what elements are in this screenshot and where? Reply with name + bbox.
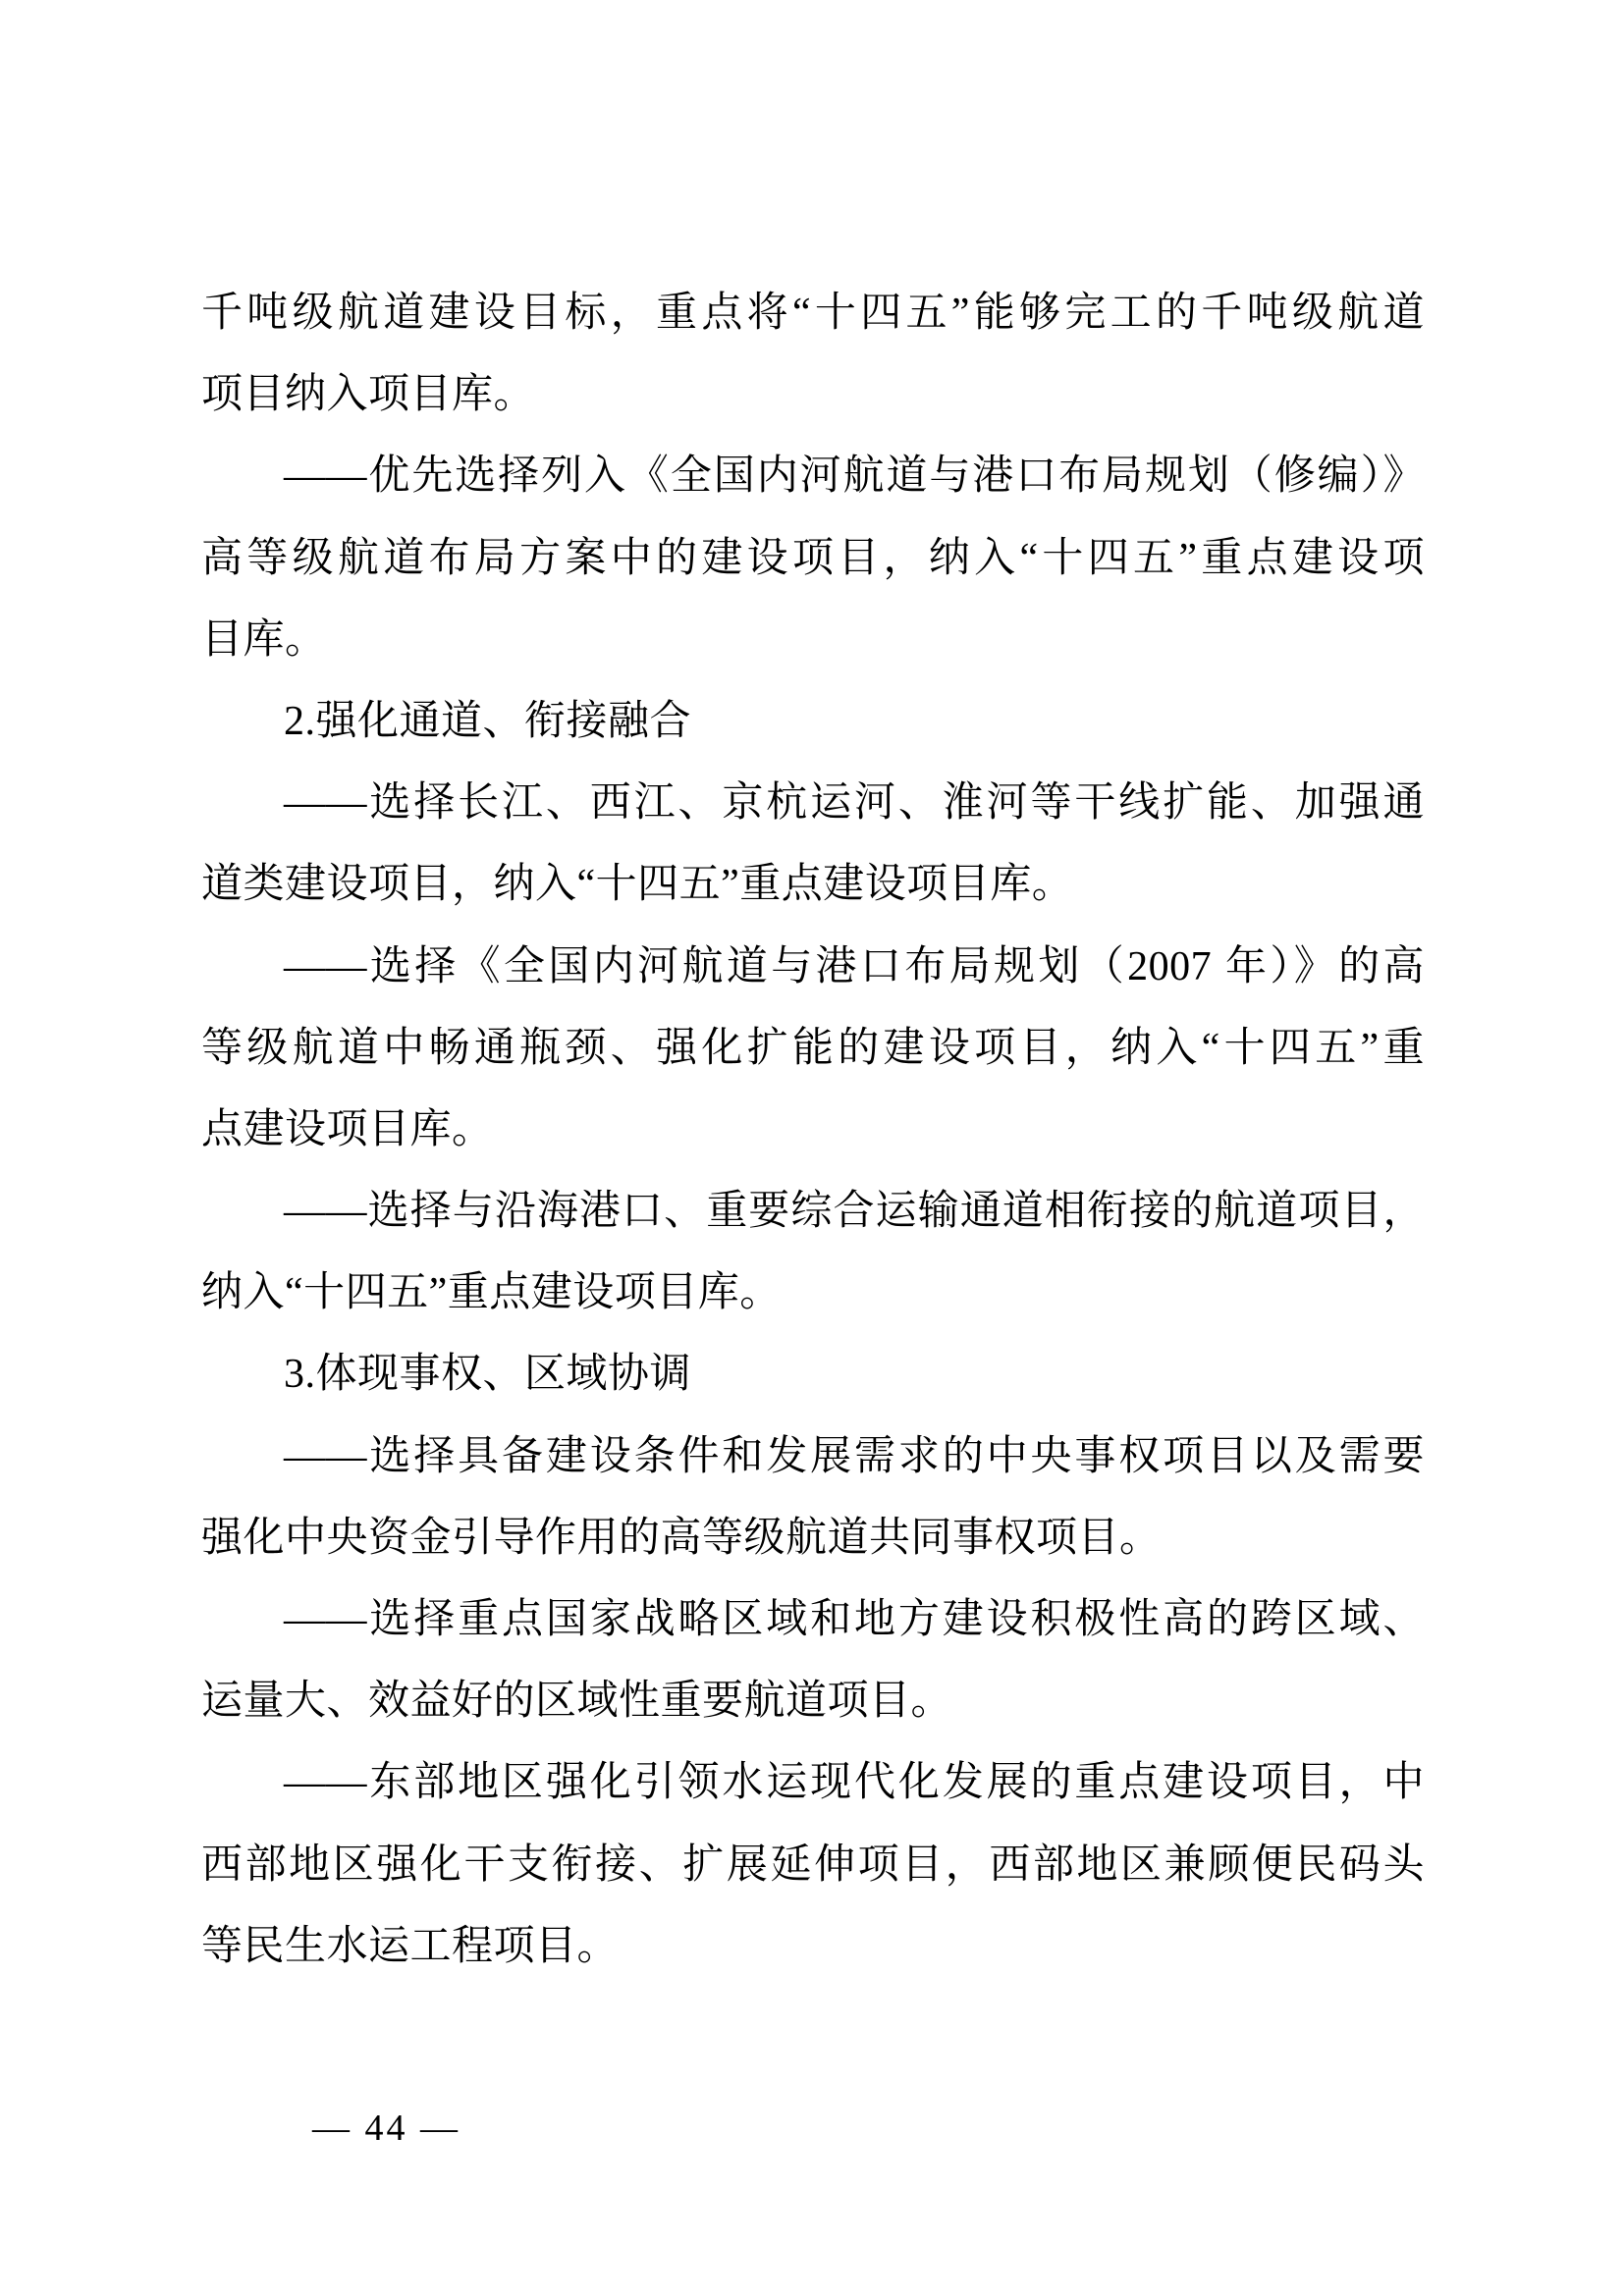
text-line: ——选择《全国内河航道与港口布局规划（2007 年）》的高 [284,943,1425,989]
text-line: 等民生水运工程项目。 [201,1923,620,1969]
text-line: ——选择具备建设条件和发展需求的中央事权项目以及需要 [284,1433,1425,1479]
text-line: ——选择与沿海港口、重要综合运输通道相衔接的航道项目， [284,1189,1425,1235]
text-line: 运量大、效益好的区域性重要航道项目。 [201,1679,953,1725]
text-line: 道类建设项目，纳入“十四五”重点建设项目库。 [201,862,1074,908]
text-line: 高等级航道布局方案中的建设项目，纳入“十四五”重点建设项 [201,535,1425,581]
text-line: 纳入“十四五”重点建设项目库。 [201,1270,782,1316]
page-number: — 44 — [312,2108,460,2149]
text-line: 等级航道中畅通瓶颈、强化扩能的建设项目，纳入“十四五”重 [201,1025,1425,1071]
text-line: 西部地区强化干支衔接、扩展延伸项目，西部地区兼顾便民码头 [201,1842,1425,1888]
text-line: ——优先选择列入《全国内河航道与港口布局规划（修编）》 [284,454,1425,500]
text-line: 点建设项目库。 [201,1106,494,1152]
text-line: 2.强化通道、衔接融合 [284,698,692,744]
text-line: 项目纳入项目库。 [201,372,536,418]
text-line: ——选择长江、西江、京杭运河、淮河等干线扩能、加强通 [284,780,1425,827]
text-line: 千吨级航道建设目标，重点将“十四五”能够完工的千吨级航道 [201,291,1425,336]
text-line: 强化中央资金引导作用的高等级航道共同事权项目。 [201,1515,1162,1561]
document-body [201,273,1425,1988]
text-line: ——选择重点国家战略区域和地方建设积极性高的跨区域、 [284,1597,1425,1642]
text-line: ——东部地区强化引领水运现代化发展的重点建设项目，中 [284,1760,1425,1806]
text-line: 3.体现事权、区域协调 [284,1352,692,1398]
text-line: 目库。 [201,616,327,663]
